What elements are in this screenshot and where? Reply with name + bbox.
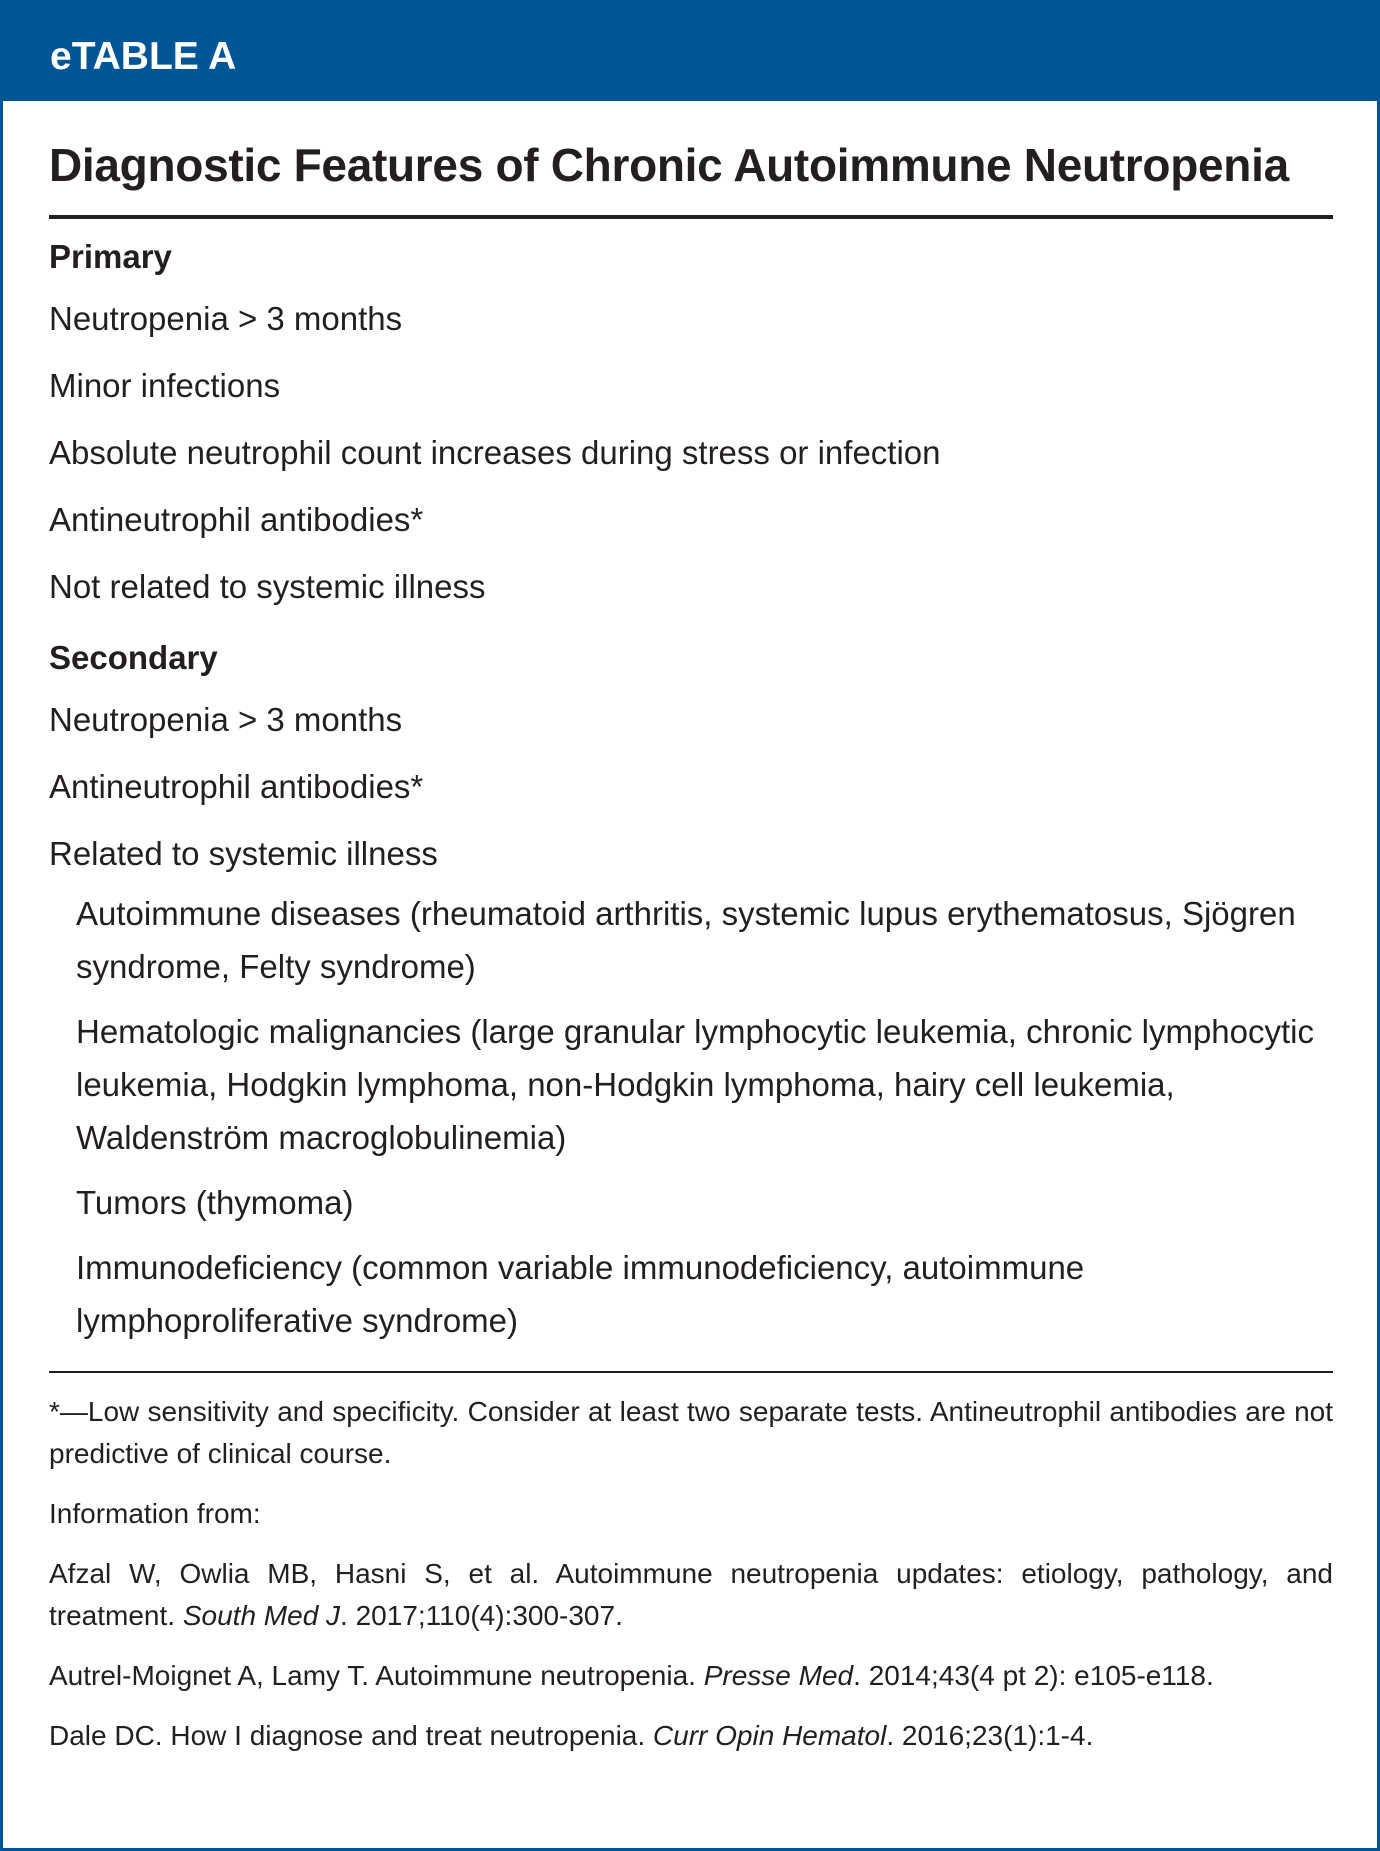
reference-item [49,1715,1333,1757]
reference-citation: . 2014;43(4 pt 2): e105-e118. [853,1660,1214,1691]
journal-name: South Med J [182,1600,341,1631]
table-header-bar [3,3,1377,101]
sub-list-item: Autoimmune diseases (rheumatoid arthritis, systemic lupus erythematosus, Sjögren syndrome, Felty syndrome) [76,895,1296,985]
sub-list-item: Immunodeficiency (common variable immunodeficiency, autoimmune lymphoproliferative syndrome) [76,1249,1085,1339]
list-item: Neutropenia > 3 months [49,701,403,738]
reference-citation: . 2017;110(4):300-307. [340,1600,623,1631]
source-intro: Information from: [49,1498,261,1529]
table-body [49,229,1333,1347]
reference-text: Autrel-Moignet A, Lamy T. Autoimmune neutropenia. [49,1660,704,1691]
table-label: eTABLE A [50,35,237,78]
journal-name: Curr Opin Hematol [652,1720,887,1751]
reference-text: Afzal W, Owlia MB, Hasni S, et al. Autoimmune neutropenia updates: etiology, pathology, and treatment. [49,1558,1333,1631]
list-item: Neutropenia > 3 months [49,300,403,337]
footnote-rule [49,1371,1333,1373]
list-item: Not related to systemic illness [49,568,486,605]
list-item: Minor infections [49,367,281,404]
list-item: Related to systemic illness [49,835,438,872]
title-rule [49,215,1333,219]
reference-text: Dale DC. How I diagnose and treat neutropenia. [49,1720,653,1751]
table-title: Diagnostic Features of Chronic Autoimmune Neutropenia [49,139,1289,191]
sub-list-item: Hematologic malignancies (large granular lymphocytic leukemia, chronic lymphocytic leukemia, Hodgkin lymphoma, non-Hodgkin lymphoma, hairy cell leukemia, Waldenström macroglobulinemia) [76,1013,1315,1156]
reference-citation: . 2016;23(1):1-4. [886,1720,1094,1751]
section-heading-primary: Primary [49,238,172,275]
section-heading-secondary: Secondary [49,639,218,676]
list-item: Antineutrophil antibodies* [49,768,424,805]
list-item: Antineutrophil antibodies* [49,501,424,538]
sub-list-item: Tumors (thymoma) [76,1184,354,1221]
journal-name: Presse Med [703,1660,854,1691]
asterisk-footnote: *—Low sensitivity and specificity. Consider at least two separate tests. Antineutrophil antibodies are not predictive of clinical course. [49,1396,1333,1469]
footnotes [49,1391,1333,1757]
table-content [49,101,1333,1775]
reference-item [49,1553,1333,1637]
list-item: Absolute neutrophil count increases during stress or infection [49,434,941,471]
reference-item [49,1655,1333,1697]
